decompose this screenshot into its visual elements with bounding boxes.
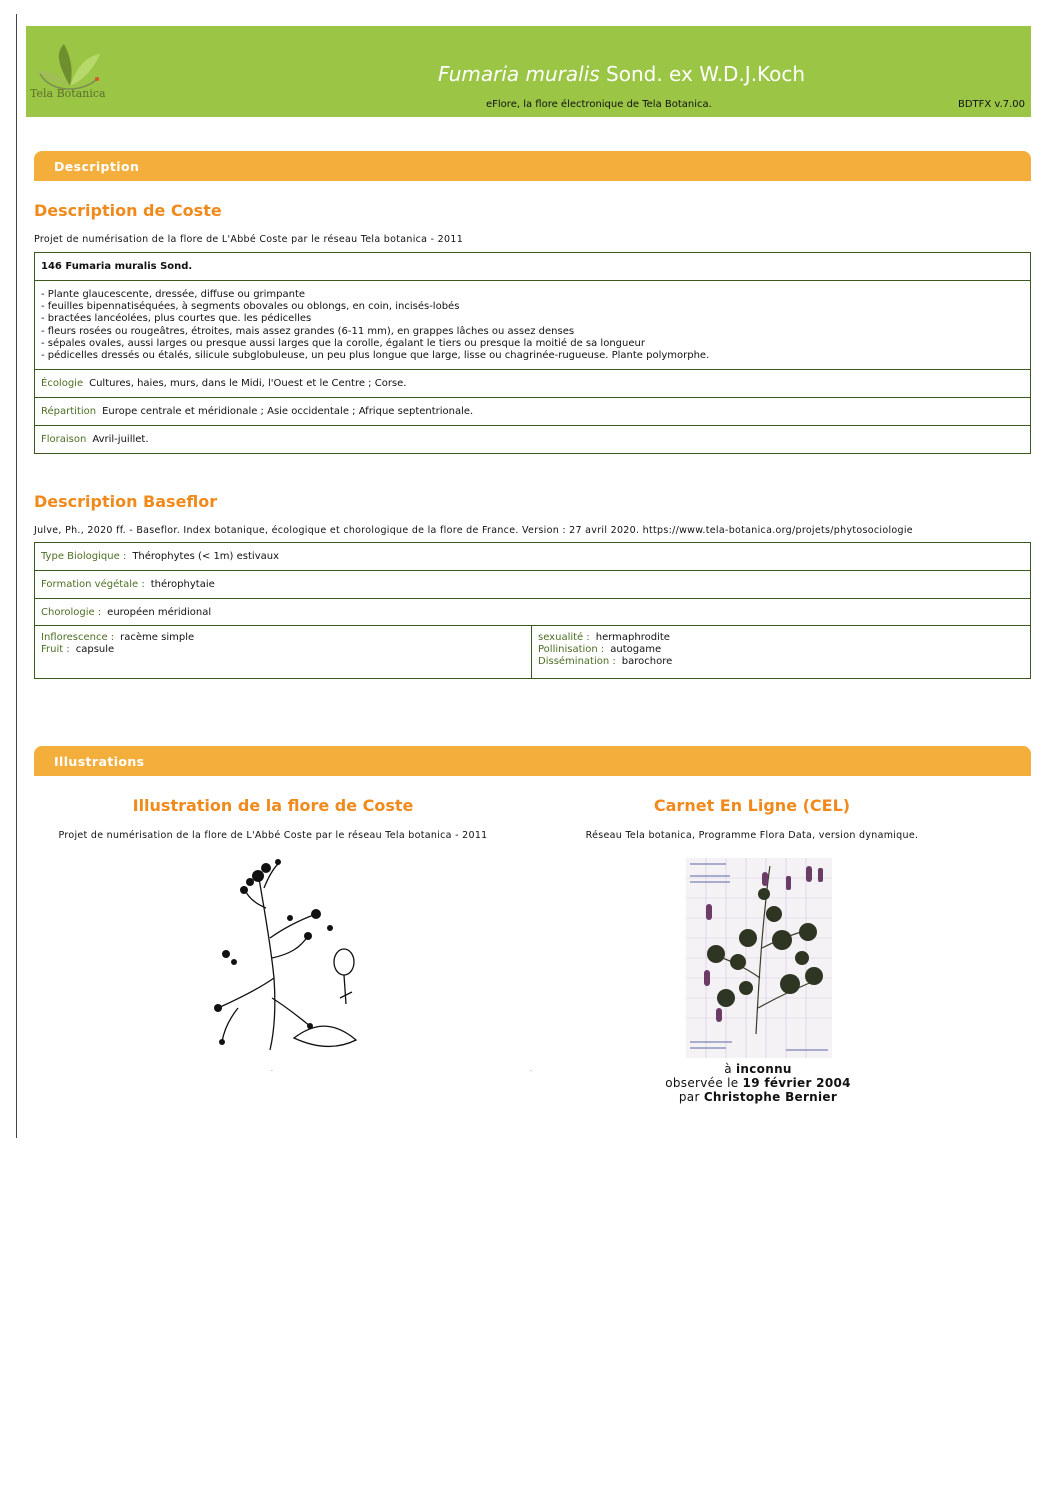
cel-source: Réseau Tela botanica, Programme Flora Data, version dynamique. bbox=[585, 830, 919, 841]
type-biologique-label: Type Biologique : bbox=[41, 551, 127, 562]
coste-description-text bbox=[41, 281, 1024, 362]
description-line: - Plante glaucescente, dressée, diffuse ou grimpante bbox=[41, 289, 306, 300]
sexualite-value: hermaphrodite bbox=[595, 632, 670, 643]
version-label: BDTFX v.7.00 bbox=[957, 99, 1025, 110]
formation-label: Formation végétale : bbox=[41, 579, 145, 590]
location-prefix: à bbox=[724, 1062, 737, 1076]
ecologie-label: Écologie bbox=[41, 378, 84, 389]
traits-right-cell bbox=[532, 626, 678, 678]
formation-value: thérophytaie bbox=[150, 579, 215, 590]
pollinisation-line bbox=[538, 644, 672, 656]
coste-source: Projet de numérisation de la flore de L'Abbé Coste par le réseau Tela botanica - 2011 bbox=[34, 234, 464, 245]
cel-caption bbox=[658, 1062, 858, 1104]
repartition-label: Répartition bbox=[41, 406, 97, 417]
description-line: - pédicelles dressés ou étalés, silicule subglobuleuse, un peu plus longue que large, lisse ou chagrinée-rugueuse. Plante polymorphe. bbox=[41, 350, 710, 362]
repartition-value: Europe centrale et méridionale ; Asie occidentale ; Afrique septentrionale. bbox=[102, 406, 474, 417]
inflorescence-value: racème simple bbox=[120, 632, 195, 643]
floraison-value: Avril-juillet. bbox=[92, 434, 149, 445]
fruit-line bbox=[41, 644, 525, 656]
ecologie-value: Cultures, haies, murs, dans le Midi, l'Ouest et le Centre ; Corse. bbox=[89, 378, 407, 389]
title-author: Sond. ex W.D.J.Koch bbox=[599, 62, 806, 86]
coste-table bbox=[34, 252, 1031, 454]
sexualite-label: sexualité : bbox=[538, 632, 590, 643]
cel-observed-date: 19 février 2004 bbox=[742, 1076, 851, 1090]
description-line: - fleurs rosées ou rougeâtres, étroites, mais assez grandes (6-11 mm), en grappes lâches ou assez denses bbox=[41, 325, 575, 337]
cel-heading: Carnet En Ligne (CEL) bbox=[653, 796, 851, 815]
description-line: - sépales ovales, aussi larges ou presque aussi larges que la corolle, égalant le tiers ou presque la moitié de sa longueur bbox=[41, 337, 645, 349]
logo-text: Tela Botanica bbox=[30, 87, 106, 100]
coste-illustration-heading: Illustration de la flore de Coste bbox=[132, 796, 414, 815]
type-biologique-row bbox=[35, 543, 1030, 571]
cel-location-line bbox=[658, 1062, 858, 1076]
page-header bbox=[26, 26, 1031, 117]
page-title bbox=[438, 62, 805, 86]
chorologie-value: européen méridional bbox=[107, 606, 212, 618]
fruit-value: capsule bbox=[75, 644, 115, 656]
floraison-label: Floraison bbox=[41, 434, 87, 445]
fruit-label: Fruit : bbox=[41, 644, 70, 656]
coste-species-row bbox=[35, 253, 1030, 281]
cel-date-line bbox=[658, 1076, 858, 1090]
header-subtitle: eFlore, la flore électronique de Tela Botanica. bbox=[486, 99, 712, 110]
coste-description-row bbox=[35, 281, 1030, 370]
observed-prefix: observée le bbox=[665, 1076, 743, 1090]
dissemination-label: Dissémination : bbox=[538, 656, 616, 668]
by-prefix: par bbox=[678, 1090, 704, 1104]
title-species: Fumaria muralis bbox=[438, 62, 600, 86]
pollinisation-label: Pollinisation : bbox=[538, 644, 605, 656]
cel-location: inconnu bbox=[736, 1062, 792, 1076]
cel-herbarium-photo[interactable] bbox=[686, 858, 832, 1058]
section-bar-description: Description bbox=[34, 151, 1031, 181]
formation-row bbox=[35, 571, 1030, 599]
coste-illustration-source: Projet de numérisation de la flore de L'Abbé Coste par le réseau Tela botanica - 2011 bbox=[58, 830, 488, 841]
description-line: - feuilles bipennatiséquées, à segments obovales ou oblongs, en coin, incisés-lobés bbox=[41, 301, 460, 313]
type-biologique-value: Thérophytes (< 1m) estivaux bbox=[132, 551, 279, 562]
cel-observer: Christophe Bernier bbox=[703, 1090, 838, 1104]
sexualite-line bbox=[538, 632, 672, 644]
chorologie-row bbox=[35, 599, 1030, 626]
dissemination-value: barochore bbox=[621, 656, 673, 668]
coste-species-name: 146 Fumaria muralis Sond. bbox=[41, 261, 193, 272]
ecologie-row bbox=[35, 370, 1030, 398]
description-line: - bractées lancéolées, plus courtes que. les pédicelles bbox=[41, 313, 312, 325]
page-left-rule bbox=[16, 14, 17, 1138]
traits-row bbox=[35, 626, 1030, 678]
floraison-row bbox=[35, 426, 1030, 453]
baseflor-table bbox=[34, 542, 1031, 679]
coste-image-dot: · bbox=[271, 1068, 273, 1075]
repartition-row bbox=[35, 398, 1030, 426]
baseflor-heading: Description Baseflor bbox=[34, 492, 218, 511]
section-bar-illustrations: Illustrations bbox=[34, 746, 1031, 776]
baseflor-source: Julve, Ph., 2020 ff. - Baseflor. Index botanique, écologique et chorologique de la flore de France. Version : 27 avril 2020. https://www.tela-botanica.org/projets/phytosociologie bbox=[34, 525, 913, 536]
coste-drawing-image[interactable] bbox=[200, 858, 366, 1054]
inflorescence-label: Inflorescence : bbox=[41, 632, 115, 643]
coste-heading: Description de Coste bbox=[34, 201, 222, 220]
cel-observer-line bbox=[658, 1090, 858, 1104]
cel-image-dot: · bbox=[530, 1068, 532, 1075]
inflorescence-line bbox=[41, 632, 525, 644]
traits-left-cell bbox=[35, 626, 532, 678]
dissemination-line bbox=[538, 656, 672, 668]
chorologie-label: Chorologie : bbox=[41, 606, 102, 618]
pollinisation-value: autogame bbox=[610, 644, 662, 656]
